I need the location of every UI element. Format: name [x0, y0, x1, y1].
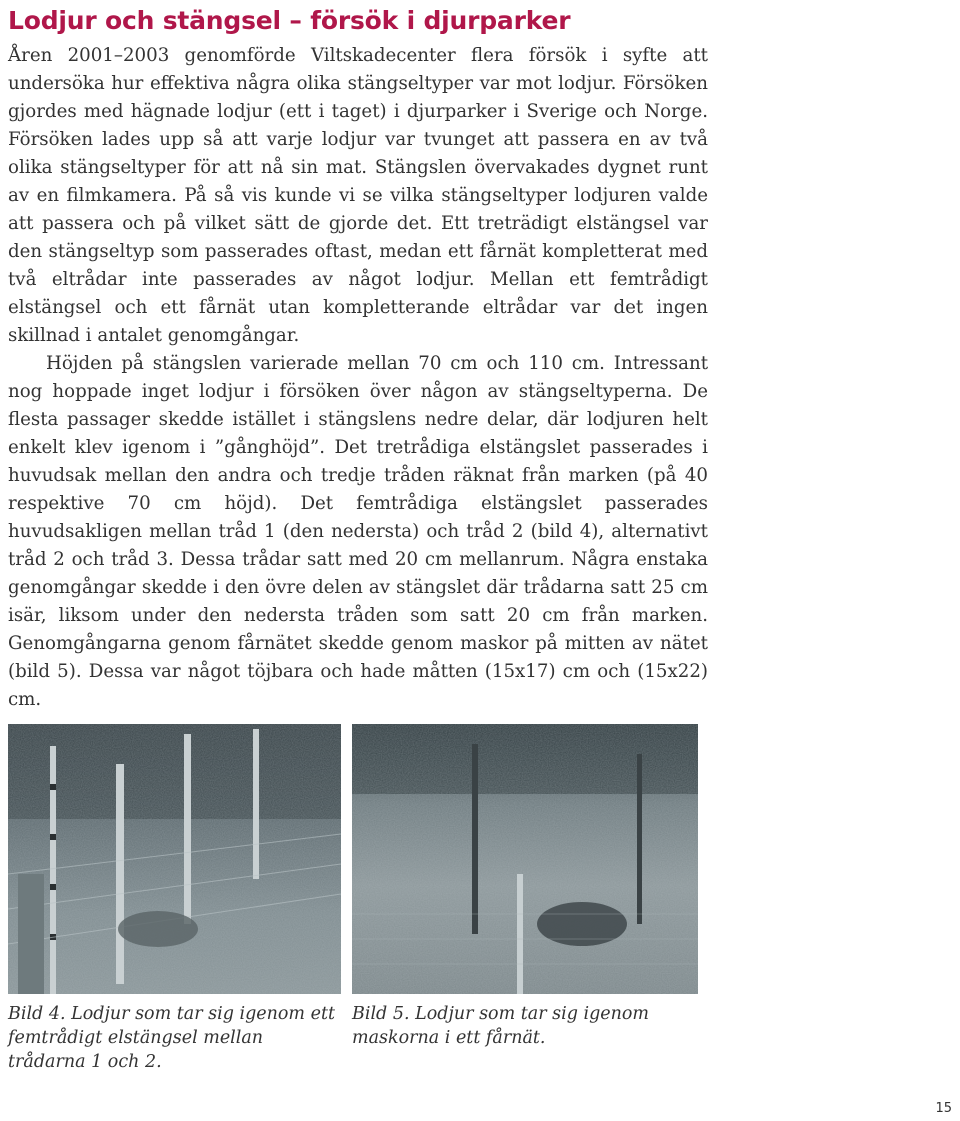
figure-caption-bild-4: Bild 4. Lodjur som tar sig igenom ett femtrådigt elstängsel mellan trådarna 1 och 2.	[8, 1004, 336, 1072]
article-title: Lodjur och stängsel – försök i djurparker	[8, 6, 571, 35]
photo-lynx-sheep-net	[352, 724, 698, 994]
body-paragraph: Åren 2001–2003 genomförde Viltskadecenter flera försök i syfte att undersöka hur effektiva några olika stängseltyper var mot lodjur. Försöken gjordes med hägnade lodjur (ett i taget) i djurparker i Sverige och Norge. Försöken lades upp så att varje lodjur var tvunget att passera en av två olika stängseltyper för att nå sin mat. Stängslen övervakades dygnet runt av en filmkamera. På så vis kunde vi se vilka stängseltyper lodjuren valde att passera och på vilket sätt de gjorde det. Ett treträdigt elstängsel var den stängseltyp som passerades oftast, medan ett fårnät kompletterat med två eltrådar inte passerades av något lodjur. Mellan ett femtrådigt elstängsel och ett fårnät utan kompletterande eltrådar var det ingen skillnad i antalet genomgångar.	[8, 45, 708, 346]
photo-lynx-electric-fence-image	[8, 724, 341, 994]
page-number: 15	[935, 1101, 952, 1116]
photo-lynx-sheep-net-image	[352, 724, 698, 994]
article-body	[8, 42, 708, 714]
body-paragraph: Höjden på stängslen varierade mellan 70 cm och 110 cm. Intressant nog hoppade inget lodjur i försöken över någon av stängseltyperna. De flesta passager skedde istället i stängslens nedre delar, där lodjuren helt enkelt klev igenom i ”gånghöjd”. Det tretrådiga elstängslet passerades i huvudsak mellan den andra och tredje tråden räknat från marken (på 40 respektive 70 cm höjd). Det femtrådiga elstängslet passerades huvudsakligen mellan tråd 1 (den nedersta) och tråd 2 (bild 4), alternativt tråd 2 och tråd 3. Dessa trådar satt med 20 cm mellanrum. Några enstaka genomgångar skedde i den övre delen av stängslet där trådarna satt 25 cm isär, liksom under den nedersta tråden som satt 20 cm från marken. Genomgångarna genom fårnätet skedde genom maskor på mitten av nätet (bild 5). Dessa var något töjbara och hade måtten (15x17) cm och (15x22) cm.	[8, 353, 708, 710]
figure-caption-bild-5: Bild 5. Lodjur som tar sig igenom maskorna i ett fårnät.	[352, 1004, 650, 1048]
photo-lynx-electric-fence	[8, 724, 341, 994]
